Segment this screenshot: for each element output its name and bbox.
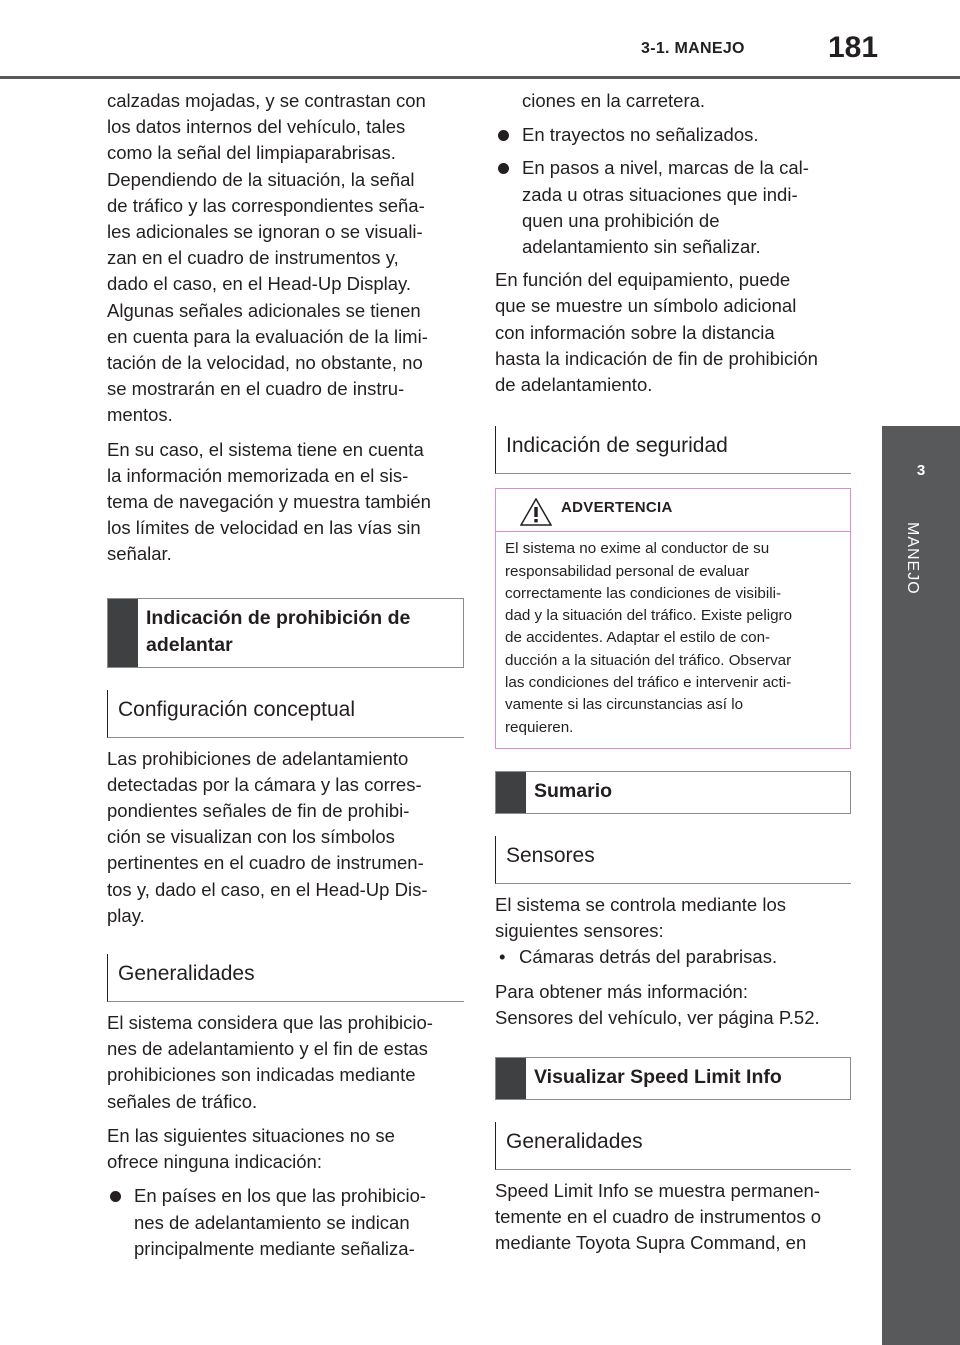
header-rule: [0, 76, 960, 79]
section-heading-box: [495, 771, 851, 814]
bullet-marker: •: [499, 946, 506, 968]
section-heading-strip: [496, 1058, 526, 1099]
list-item: • Cámaras detrás del parabrisas.: [495, 944, 851, 970]
section-heading-title: Indicación de prohibición de adelantar: [146, 606, 411, 656]
section-heading-box: [495, 1057, 851, 1100]
section-heading-strip: [496, 772, 526, 813]
subheading: Indicación de seguridad: [495, 426, 851, 474]
left-column: [107, 88, 464, 1269]
bullet-item: En países en los que las prohibicio- nes de adelantamiento se indican principalmente mediante señaliza-: [107, 1183, 464, 1262]
paragraph: Speed Limit Info se muestra permanen- temente en el cuadro de instrumentos o mediante Toyota Supra Command, en: [495, 1179, 821, 1254]
subheading: Configuración conceptual: [107, 690, 464, 738]
paragraph: Las prohibiciones de adelantamiento detectadas por la cámara y las corres- pondientes señales de fin de prohibi- ción se visualizan con los símbolos pertinentes en el cuadro de instrumen- tos y, dado el caso, en el Head-Up Dis- play.: [107, 747, 428, 926]
chapter-label: MANEJO: [904, 522, 921, 595]
paragraph: En las siguientes situaciones no se ofrece ninguna indicación:: [107, 1124, 395, 1173]
paragraph: El sistema considera que las prohibicio- nes de adelantamiento y el fin de estas prohibiciones son indicadas mediante señales de tráfico.: [107, 1012, 433, 1112]
chapter-tab: [882, 426, 960, 508]
section-heading-title: Sumario: [534, 779, 613, 802]
warning-box: [495, 488, 851, 749]
paragraph: Para obtener más información: Sensores del vehículo, ver página P.52.: [495, 980, 820, 1028]
page-number: 181: [828, 31, 879, 64]
bullet-item: En pasos a nivel, marcas de la cal- zada u otras situaciones que indi- quen una prohibición de adelantamiento sin señalizar.: [495, 155, 851, 260]
section-heading-title: Visualizar Speed Limit Info: [534, 1065, 782, 1088]
paragraph: En función del equipamiento, puede que se muestre un símbolo adicional con información sobre la distancia hasta la indicación de fin de prohibición de adelantamiento.: [495, 269, 818, 396]
section-label: 3-1. MANEJO: [641, 40, 745, 57]
section-heading-strip: [108, 599, 138, 667]
bullet-dot-icon: [110, 1191, 121, 1202]
chapter-number: 3: [916, 462, 926, 479]
subheading: Generalidades: [495, 1122, 851, 1170]
bullet-dot-icon: [498, 163, 509, 174]
bullet-dot-icon: [498, 130, 509, 141]
paragraph: calzadas mojadas, y se contrastan con los datos internos del vehículo, tales como la señal del limpiaparabrisas. Dependiendo de la situación, la señal de tráfico y las correspondientes seña- les adicionales se ignoran o se visuali- zan en el cuadro de instrumentos y, dado el caso, en el Head-Up Display. Algunas señales adicionales se tienen en cuenta para la evaluación de la limi- tación de la velocidad, no obstante, no se mostrarán en el cuadro de instru- mentos.: [107, 90, 428, 426]
paragraph: El sistema se controla mediante los siguientes sensores:: [495, 893, 786, 942]
warning-header: [496, 489, 850, 532]
bullet-continuation: ciones en la carretera.: [522, 90, 706, 111]
warning-text: El sistema no exime al conductor de su responsabilidad personal de evaluar correctamente las condiciones de visibili- dad y la situación del tráfico. Existe peligro de accidentes. Adaptar el estilo de con- ducción a la situación del tráfico. Observar las condiciones del tráfico e intervenir acti- vamente si las circunstancias así lo requieren.: [505, 540, 793, 736]
chapter-side-bar: [882, 508, 960, 1345]
subheading: Generalidades: [107, 954, 464, 1002]
section-heading-box: [107, 598, 464, 668]
right-column: [495, 88, 851, 1265]
warning-triangle-icon: [520, 498, 552, 526]
bullet-item: En trayectos no señalizados.: [495, 122, 851, 148]
subheading: Sensores: [495, 836, 851, 884]
warning-title: ADVERTENCIA: [561, 499, 673, 517]
paragraph: En su caso, el sistema tiene en cuenta la información memorizada en el sis- tema de navegación y muestra también los límites de velocidad en las vías sin señalar.: [107, 438, 431, 565]
